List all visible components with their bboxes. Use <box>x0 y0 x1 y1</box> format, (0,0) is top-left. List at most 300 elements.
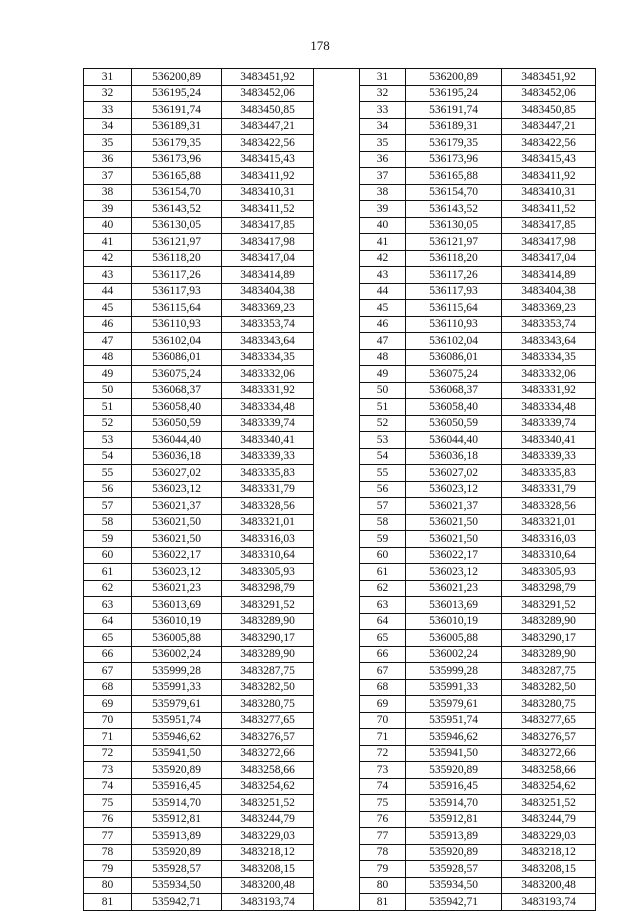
right-y-coordinate-cell: 3483328,56 <box>502 498 596 515</box>
right-x-coordinate-cell: 536005,88 <box>406 630 502 647</box>
left-y-coordinate-cell: 3483277,65 <box>222 712 314 729</box>
right-y-coordinate-cell: 3483305,93 <box>502 564 596 581</box>
right-point-number-cell: 44 <box>360 283 406 300</box>
right-x-coordinate-cell: 536165,88 <box>406 168 502 185</box>
right-y-coordinate-cell: 3483200,48 <box>502 877 596 894</box>
left-point-number-cell: 31 <box>84 69 132 86</box>
left-point-number-cell: 45 <box>84 300 132 317</box>
left-x-coordinate-cell: 536086,01 <box>132 349 222 366</box>
right-y-coordinate-cell: 3483415,43 <box>502 151 596 168</box>
left-x-coordinate-cell: 535914,70 <box>132 795 222 812</box>
left-point-number-cell: 56 <box>84 481 132 498</box>
left-x-coordinate-cell: 536143,52 <box>132 201 222 218</box>
left-point-number-cell: 34 <box>84 118 132 135</box>
right-x-coordinate-cell: 536189,31 <box>406 118 502 135</box>
right-x-coordinate-cell: 536143,52 <box>406 201 502 218</box>
left-x-coordinate-cell: 536021,50 <box>132 514 222 531</box>
right-x-coordinate-cell: 536058,40 <box>406 399 502 416</box>
column-gap <box>314 762 360 779</box>
left-y-coordinate-cell: 3483410,31 <box>222 184 314 201</box>
right-x-coordinate-cell: 535928,57 <box>406 861 502 878</box>
left-point-number-cell: 41 <box>84 234 132 251</box>
table-row <box>84 118 596 135</box>
left-x-coordinate-cell: 535934,50 <box>132 877 222 894</box>
right-y-coordinate-cell: 3483298,79 <box>502 580 596 597</box>
left-x-coordinate-cell: 536021,37 <box>132 498 222 515</box>
column-gap <box>314 712 360 729</box>
table-row <box>84 382 596 399</box>
column-gap <box>314 811 360 828</box>
right-y-coordinate-cell: 3483343,64 <box>502 333 596 350</box>
right-y-coordinate-cell: 3483218,12 <box>502 844 596 861</box>
column-gap <box>314 696 360 713</box>
right-x-coordinate-cell: 536154,70 <box>406 184 502 201</box>
column-gap <box>314 613 360 630</box>
column-gap <box>314 646 360 663</box>
left-x-coordinate-cell: 535928,57 <box>132 861 222 878</box>
left-point-number-cell: 71 <box>84 729 132 746</box>
right-x-coordinate-cell: 536044,40 <box>406 432 502 449</box>
table-row <box>84 828 596 845</box>
table-row <box>84 465 596 482</box>
right-point-number-cell: 52 <box>360 415 406 432</box>
left-y-coordinate-cell: 3483287,75 <box>222 663 314 680</box>
column-gap <box>314 415 360 432</box>
right-point-number-cell: 36 <box>360 151 406 168</box>
right-x-coordinate-cell: 535920,89 <box>406 844 502 861</box>
left-x-coordinate-cell: 536130,05 <box>132 217 222 234</box>
column-gap <box>314 399 360 416</box>
right-x-coordinate-cell: 536086,01 <box>406 349 502 366</box>
left-y-coordinate-cell: 3483331,79 <box>222 481 314 498</box>
right-y-coordinate-cell: 3483404,38 <box>502 283 596 300</box>
right-x-coordinate-cell: 536021,50 <box>406 514 502 531</box>
right-x-coordinate-cell: 536117,26 <box>406 267 502 284</box>
left-y-coordinate-cell: 3483298,79 <box>222 580 314 597</box>
left-point-number-cell: 37 <box>84 168 132 185</box>
right-y-coordinate-cell: 3483414,89 <box>502 267 596 284</box>
right-y-coordinate-cell: 3483422,56 <box>502 135 596 152</box>
left-y-coordinate-cell: 3483417,04 <box>222 250 314 267</box>
table-row <box>84 85 596 102</box>
left-x-coordinate-cell: 536023,12 <box>132 564 222 581</box>
right-point-number-cell: 57 <box>360 498 406 515</box>
right-x-coordinate-cell: 536050,59 <box>406 415 502 432</box>
left-x-coordinate-cell: 535946,62 <box>132 729 222 746</box>
left-x-coordinate-cell: 536044,40 <box>132 432 222 449</box>
table-row <box>84 217 596 234</box>
table-row <box>84 349 596 366</box>
left-x-coordinate-cell: 535999,28 <box>132 663 222 680</box>
right-point-number-cell: 55 <box>360 465 406 482</box>
table-row <box>84 300 596 317</box>
column-gap <box>314 201 360 218</box>
left-x-coordinate-cell: 536118,20 <box>132 250 222 267</box>
right-x-coordinate-cell: 535946,62 <box>406 729 502 746</box>
table-row <box>84 415 596 432</box>
left-y-coordinate-cell: 3483310,64 <box>222 547 314 564</box>
right-y-coordinate-cell: 3483331,79 <box>502 481 596 498</box>
left-y-coordinate-cell: 3483334,48 <box>222 399 314 416</box>
right-point-number-cell: 35 <box>360 135 406 152</box>
right-x-coordinate-cell: 536021,37 <box>406 498 502 515</box>
column-gap <box>314 283 360 300</box>
right-y-coordinate-cell: 3483208,15 <box>502 861 596 878</box>
left-y-coordinate-cell: 3483289,90 <box>222 646 314 663</box>
left-y-coordinate-cell: 3483254,62 <box>222 778 314 795</box>
right-y-coordinate-cell: 3483411,92 <box>502 168 596 185</box>
left-y-coordinate-cell: 3483332,06 <box>222 366 314 383</box>
right-x-coordinate-cell: 535920,89 <box>406 762 502 779</box>
left-y-coordinate-cell: 3483339,33 <box>222 448 314 465</box>
left-x-coordinate-cell: 536027,02 <box>132 465 222 482</box>
left-y-coordinate-cell: 3483282,50 <box>222 679 314 696</box>
right-point-number-cell: 46 <box>360 316 406 333</box>
right-point-number-cell: 54 <box>360 448 406 465</box>
left-x-coordinate-cell: 535979,61 <box>132 696 222 713</box>
right-point-number-cell: 56 <box>360 481 406 498</box>
left-x-coordinate-cell: 536110,93 <box>132 316 222 333</box>
right-y-coordinate-cell: 3483417,98 <box>502 234 596 251</box>
left-y-coordinate-cell: 3483280,75 <box>222 696 314 713</box>
right-point-number-cell: 47 <box>360 333 406 350</box>
table-row <box>84 613 596 630</box>
table-row <box>84 168 596 185</box>
left-x-coordinate-cell: 535920,89 <box>132 762 222 779</box>
right-point-number-cell: 41 <box>360 234 406 251</box>
right-point-number-cell: 68 <box>360 679 406 696</box>
left-y-coordinate-cell: 3483218,12 <box>222 844 314 861</box>
column-gap <box>314 597 360 614</box>
right-point-number-cell: 61 <box>360 564 406 581</box>
left-point-number-cell: 42 <box>84 250 132 267</box>
column-gap <box>314 861 360 878</box>
left-point-number-cell: 55 <box>84 465 132 482</box>
left-point-number-cell: 50 <box>84 382 132 399</box>
table-row <box>84 514 596 531</box>
right-y-coordinate-cell: 3483276,57 <box>502 729 596 746</box>
right-point-number-cell: 58 <box>360 514 406 531</box>
table-row <box>84 712 596 729</box>
right-x-coordinate-cell: 535934,50 <box>406 877 502 894</box>
right-y-coordinate-cell: 3483316,03 <box>502 531 596 548</box>
column-gap <box>314 778 360 795</box>
left-y-coordinate-cell: 3483290,17 <box>222 630 314 647</box>
table-row <box>84 696 596 713</box>
table-row <box>84 283 596 300</box>
right-x-coordinate-cell: 536027,02 <box>406 465 502 482</box>
right-point-number-cell: 53 <box>360 432 406 449</box>
right-y-coordinate-cell: 3483291,52 <box>502 597 596 614</box>
right-x-coordinate-cell: 536191,74 <box>406 102 502 119</box>
right-point-number-cell: 48 <box>360 349 406 366</box>
left-point-number-cell: 64 <box>84 613 132 630</box>
column-gap <box>314 69 360 86</box>
right-point-number-cell: 39 <box>360 201 406 218</box>
left-point-number-cell: 76 <box>84 811 132 828</box>
right-y-coordinate-cell: 3483331,92 <box>502 382 596 399</box>
right-y-coordinate-cell: 3483272,66 <box>502 745 596 762</box>
left-point-number-cell: 69 <box>84 696 132 713</box>
left-y-coordinate-cell: 3483272,66 <box>222 745 314 762</box>
left-x-coordinate-cell: 536115,64 <box>132 300 222 317</box>
table-row <box>84 366 596 383</box>
right-point-number-cell: 71 <box>360 729 406 746</box>
right-y-coordinate-cell: 3483353,74 <box>502 316 596 333</box>
left-point-number-cell: 80 <box>84 877 132 894</box>
column-gap <box>314 300 360 317</box>
left-y-coordinate-cell: 3483414,89 <box>222 267 314 284</box>
left-x-coordinate-cell: 535920,89 <box>132 844 222 861</box>
left-point-number-cell: 58 <box>84 514 132 531</box>
right-y-coordinate-cell: 3483287,75 <box>502 663 596 680</box>
left-point-number-cell: 77 <box>84 828 132 845</box>
right-y-coordinate-cell: 3483332,06 <box>502 366 596 383</box>
column-gap <box>314 135 360 152</box>
right-point-number-cell: 76 <box>360 811 406 828</box>
table-row <box>84 564 596 581</box>
left-x-coordinate-cell: 536021,50 <box>132 531 222 548</box>
left-point-number-cell: 79 <box>84 861 132 878</box>
left-y-coordinate-cell: 3483251,52 <box>222 795 314 812</box>
right-point-number-cell: 51 <box>360 399 406 416</box>
table-row <box>84 844 596 861</box>
column-gap <box>314 514 360 531</box>
column-gap <box>314 564 360 581</box>
column-gap <box>314 382 360 399</box>
left-point-number-cell: 60 <box>84 547 132 564</box>
left-point-number-cell: 66 <box>84 646 132 663</box>
left-x-coordinate-cell: 536021,23 <box>132 580 222 597</box>
left-x-coordinate-cell: 536102,04 <box>132 333 222 350</box>
left-point-number-cell: 67 <box>84 663 132 680</box>
right-x-coordinate-cell: 536130,05 <box>406 217 502 234</box>
left-y-coordinate-cell: 3483353,74 <box>222 316 314 333</box>
right-x-coordinate-cell: 535913,89 <box>406 828 502 845</box>
right-y-coordinate-cell: 3483451,92 <box>502 69 596 86</box>
page-number: 178 <box>310 38 330 53</box>
left-x-coordinate-cell: 536010,19 <box>132 613 222 630</box>
left-x-coordinate-cell: 536058,40 <box>132 399 222 416</box>
table-row <box>84 135 596 152</box>
column-gap <box>314 894 360 911</box>
left-x-coordinate-cell: 535991,33 <box>132 679 222 696</box>
table-row <box>84 795 596 812</box>
right-y-coordinate-cell: 3483310,64 <box>502 547 596 564</box>
left-x-coordinate-cell: 536036,18 <box>132 448 222 465</box>
right-point-number-cell: 70 <box>360 712 406 729</box>
column-gap <box>314 844 360 861</box>
right-y-coordinate-cell: 3483282,50 <box>502 679 596 696</box>
left-y-coordinate-cell: 3483415,43 <box>222 151 314 168</box>
left-point-number-cell: 44 <box>84 283 132 300</box>
left-y-coordinate-cell: 3483452,06 <box>222 85 314 102</box>
right-y-coordinate-cell: 3483289,90 <box>502 613 596 630</box>
right-point-number-cell: 60 <box>360 547 406 564</box>
right-x-coordinate-cell: 536022,17 <box>406 547 502 564</box>
left-x-coordinate-cell: 535916,45 <box>132 778 222 795</box>
column-gap <box>314 333 360 350</box>
column-gap <box>314 151 360 168</box>
table-row <box>84 877 596 894</box>
right-point-number-cell: 69 <box>360 696 406 713</box>
table-row <box>84 630 596 647</box>
left-y-coordinate-cell: 3483291,52 <box>222 597 314 614</box>
right-point-number-cell: 34 <box>360 118 406 135</box>
left-x-coordinate-cell: 536154,70 <box>132 184 222 201</box>
right-x-coordinate-cell: 536173,96 <box>406 151 502 168</box>
left-y-coordinate-cell: 3483328,56 <box>222 498 314 515</box>
left-y-coordinate-cell: 3483340,41 <box>222 432 314 449</box>
right-x-coordinate-cell: 535941,50 <box>406 745 502 762</box>
right-point-number-cell: 66 <box>360 646 406 663</box>
left-point-number-cell: 32 <box>84 85 132 102</box>
left-y-coordinate-cell: 3483451,92 <box>222 69 314 86</box>
left-x-coordinate-cell: 536050,59 <box>132 415 222 432</box>
left-point-number-cell: 63 <box>84 597 132 614</box>
left-y-coordinate-cell: 3483305,93 <box>222 564 314 581</box>
left-y-coordinate-cell: 3483404,38 <box>222 283 314 300</box>
left-x-coordinate-cell: 536013,69 <box>132 597 222 614</box>
left-point-number-cell: 59 <box>84 531 132 548</box>
table-row <box>84 663 596 680</box>
left-x-coordinate-cell: 536179,35 <box>132 135 222 152</box>
column-gap <box>314 663 360 680</box>
right-y-coordinate-cell: 3483411,52 <box>502 201 596 218</box>
column-gap <box>314 547 360 564</box>
left-y-coordinate-cell: 3483258,66 <box>222 762 314 779</box>
left-point-number-cell: 35 <box>84 135 132 152</box>
left-y-coordinate-cell: 3483450,85 <box>222 102 314 119</box>
right-x-coordinate-cell: 536023,12 <box>406 481 502 498</box>
left-point-number-cell: 75 <box>84 795 132 812</box>
column-gap <box>314 102 360 119</box>
right-point-number-cell: 33 <box>360 102 406 119</box>
left-y-coordinate-cell: 3483411,52 <box>222 201 314 218</box>
right-x-coordinate-cell: 536117,93 <box>406 283 502 300</box>
right-y-coordinate-cell: 3483417,04 <box>502 250 596 267</box>
right-point-number-cell: 77 <box>360 828 406 845</box>
left-point-number-cell: 65 <box>84 630 132 647</box>
left-point-number-cell: 81 <box>84 894 132 911</box>
column-gap <box>314 877 360 894</box>
table-row <box>84 102 596 119</box>
right-point-number-cell: 75 <box>360 795 406 812</box>
column-gap <box>314 745 360 762</box>
left-x-coordinate-cell: 536023,12 <box>132 481 222 498</box>
table-row <box>84 745 596 762</box>
right-point-number-cell: 78 <box>360 844 406 861</box>
column-gap <box>314 366 360 383</box>
right-point-number-cell: 63 <box>360 597 406 614</box>
left-point-number-cell: 52 <box>84 415 132 432</box>
left-x-coordinate-cell: 536002,24 <box>132 646 222 663</box>
table-row <box>84 333 596 350</box>
column-gap <box>314 349 360 366</box>
table-row <box>84 184 596 201</box>
left-point-number-cell: 78 <box>84 844 132 861</box>
column-gap <box>314 465 360 482</box>
left-x-coordinate-cell: 535913,89 <box>132 828 222 845</box>
left-y-coordinate-cell: 3483321,01 <box>222 514 314 531</box>
column-gap <box>314 85 360 102</box>
left-y-coordinate-cell: 3483343,64 <box>222 333 314 350</box>
left-y-coordinate-cell: 3483334,35 <box>222 349 314 366</box>
right-x-coordinate-cell: 536021,50 <box>406 531 502 548</box>
right-point-number-cell: 73 <box>360 762 406 779</box>
right-point-number-cell: 43 <box>360 267 406 284</box>
right-y-coordinate-cell: 3483289,90 <box>502 646 596 663</box>
right-y-coordinate-cell: 3483369,23 <box>502 300 596 317</box>
left-y-coordinate-cell: 3483208,15 <box>222 861 314 878</box>
right-x-coordinate-cell: 535916,45 <box>406 778 502 795</box>
left-x-coordinate-cell: 536165,88 <box>132 168 222 185</box>
right-x-coordinate-cell: 535942,71 <box>406 894 502 911</box>
column-gap <box>314 828 360 845</box>
left-y-coordinate-cell: 3483331,92 <box>222 382 314 399</box>
column-gap <box>314 729 360 746</box>
left-point-number-cell: 57 <box>84 498 132 515</box>
table-row <box>84 481 596 498</box>
right-point-number-cell: 81 <box>360 894 406 911</box>
left-point-number-cell: 47 <box>84 333 132 350</box>
right-y-coordinate-cell: 3483290,17 <box>502 630 596 647</box>
left-point-number-cell: 62 <box>84 580 132 597</box>
left-y-coordinate-cell: 3483229,03 <box>222 828 314 845</box>
right-x-coordinate-cell: 536023,12 <box>406 564 502 581</box>
left-point-number-cell: 54 <box>84 448 132 465</box>
left-x-coordinate-cell: 535942,71 <box>132 894 222 911</box>
table-row <box>84 646 596 663</box>
left-y-coordinate-cell: 3483335,83 <box>222 465 314 482</box>
column-gap <box>314 795 360 812</box>
left-y-coordinate-cell: 3483200,48 <box>222 877 314 894</box>
right-x-coordinate-cell: 536075,24 <box>406 366 502 383</box>
right-x-coordinate-cell: 536118,20 <box>406 250 502 267</box>
table-row <box>84 861 596 878</box>
right-x-coordinate-cell: 536195,24 <box>406 85 502 102</box>
table-row <box>84 234 596 251</box>
table-row <box>84 762 596 779</box>
left-point-number-cell: 74 <box>84 778 132 795</box>
left-x-coordinate-cell: 535912,81 <box>132 811 222 828</box>
left-y-coordinate-cell: 3483276,57 <box>222 729 314 746</box>
left-y-coordinate-cell: 3483422,56 <box>222 135 314 152</box>
left-y-coordinate-cell: 3483244,79 <box>222 811 314 828</box>
left-x-coordinate-cell: 536117,93 <box>132 283 222 300</box>
left-y-coordinate-cell: 3483447,21 <box>222 118 314 135</box>
left-point-number-cell: 40 <box>84 217 132 234</box>
left-point-number-cell: 73 <box>84 762 132 779</box>
right-x-coordinate-cell: 536068,37 <box>406 382 502 399</box>
right-x-coordinate-cell: 536036,18 <box>406 448 502 465</box>
table-row <box>84 894 596 911</box>
right-x-coordinate-cell: 535999,28 <box>406 663 502 680</box>
table-row <box>84 399 596 416</box>
right-point-number-cell: 50 <box>360 382 406 399</box>
right-point-number-cell: 40 <box>360 217 406 234</box>
table-row <box>84 679 596 696</box>
column-gap <box>314 267 360 284</box>
right-y-coordinate-cell: 3483280,75 <box>502 696 596 713</box>
left-x-coordinate-cell: 536121,97 <box>132 234 222 251</box>
left-point-number-cell: 33 <box>84 102 132 119</box>
right-point-number-cell: 31 <box>360 69 406 86</box>
column-gap <box>314 432 360 449</box>
right-x-coordinate-cell: 536121,97 <box>406 234 502 251</box>
right-point-number-cell: 65 <box>360 630 406 647</box>
table-row <box>84 498 596 515</box>
